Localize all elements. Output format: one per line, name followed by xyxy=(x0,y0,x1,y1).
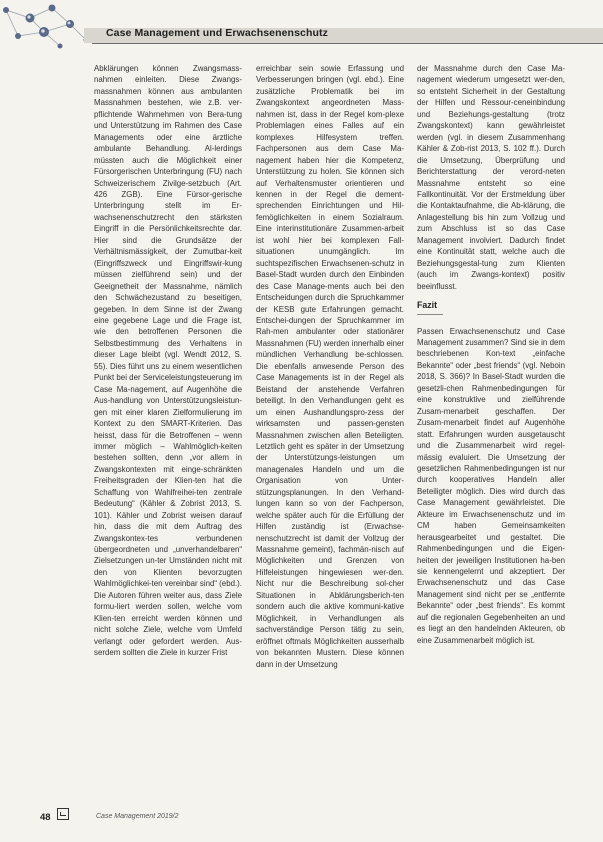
text-column-3 xyxy=(417,63,565,646)
journal-logo-icon xyxy=(57,808,69,820)
text-column-2 xyxy=(256,63,404,670)
body-paragraph: Abklärungen können Zwangsmass-nahmen einleiten. Diese Zwangs-massnahmen können aus ambulanten Massnahmen bestehen, wie z.B. ver-pflichtende Wahrnehmen von Bera-tung und Unterstützung im Rahmen des Case Managements oder eine ärztliche ambulante Behandlung. Al-lerdings müssten auch die Möglichkeit einer Fürsorgerischen Unterbringung (FU) nach Schweizerischem Zivilge-setzbuch (Art. 426 ZGB). Eine Fürsor-gerische Unterbringung stellt im Er-wachsenenschutzrecht den stärksten Eingriff in die Persönlichkeitsrechte dar. Hier sind die Grundsätze der Verhältnismässigkeit, der Zumutbar-keit (Eingriffszweck und Eingriffswir-kung müssen zielführend sein) und der Geeignetheit der Massnahme, nämlich den Schwächezustand zu beseitigen, gegeben. In dem Sinne ist der Zwang eine gegebene Lage und die Frage ist, wie den betroffenen Personen die Selbstbestimmung des Verhaltens in dieser Lage bleibt (vgl. Wendt 2012, S. 55). Dies führt uns zu einem wesentlichen Punkt bei der Serviceleistungsteuerung im Case Ma-nagement, auf Augenhöhe die Aus-handlung von Unterstützungsleistun-gen mit einer klaren Zielformulierung im Kontext zu den SMART-Kriterien. Das heisst, dass für die Betroffenen – wenn immer möglich – Wahlmöglich-keiten bestehen sollten, denn „vor allem in Zwangskontexten mit einge-schränkten Freiheitsgraden der Klien-ten hat die Schaffung von Wahlfreihei-ten zentrale Bedeutung“ (Kähler & Zobrist 2013, S. 101). Kähler und Zobrist weisen darauf hin, dass die mit dem Auftrag des Zwangskontex-tes verbundenen übergeordneten und „unverhandelbaren“ Zielsetzungen un-ter Umständen nicht mit den von Klienten bevorzugten Wahlmöglichkei-ten vereinbar sind“ (ebd.). Die Autoren führen weiter aus, dass Ziele formu-liert werden sollen, welche vom Klien-ten erreicht werden können und nicht solche Ziele, welche vom Umfeld verlangt oder gefordert werden. Aus-serdem sollten die Ziele in kurzer Frist xyxy=(94,64,242,658)
body-paragraph: der Massnahme durch den Case Ma-nagement wiederum umgesetzt wer-den, so entsteht Sicherheit in der Gestaltung der Hilfen und Ressour-ceneinbindung und Beziehungs-gestaltung (trotz Zwangskontext) kann gewährleistet werden (vgl. in diesem Zusammenhang Kähler & Zob-rist 2013, S. 102 ff.). Durch die Umsetzung, Überprüfung und Berichterstattung der verord-neten Massnahme entsteht so eine Fallkontinuität. Vor der Erstmeldung über die Kontaktaufnahme, die Ab-klärung, die Anlagestellung bis hin zum Vollzug und zum Abschluss ist so das Case Management involviert. Dadurch findet eine Kontinuität statt, welche auch die Beziehungsgestal-tung zum Klienten (auch im Zwangs-kontext) positiv beeinflusst. xyxy=(417,64,565,291)
text-column-1 xyxy=(94,63,242,659)
network-logo-graphic xyxy=(0,0,92,52)
header-divider xyxy=(92,43,603,44)
page-number: 48 xyxy=(40,812,51,823)
running-header-title: Case Management und Erwachsenenschutz xyxy=(106,27,328,39)
body-paragraph: Passen Erwachsenenschutz und Case Management zusammen? Sind sie in dem beschriebenen Kon-text „einfache Bekannte“ oder „best friends“ (vgl. Neboin 2018, S. 366)? In Basel-Stadt wurden die gesetzli-chen Rahmenbedingungen für eine konstruktive und zielführende Zusam-menarbeit geschaffen. Der Zusam-menarbeit findet auf Augenhöhe statt. Erfahrungen wurden ausgetauscht und die Zusammenarbeit wird regel-mässig evaluiert. Die Umsetzung der gesetzlichen Rahmenbedingungen ist nur durch kooperatives Handeln aller Beteiligter möglich. Dies wird durch das Case Management gewährleistet. Die Akteure im Erwachsenenschutz und im CM haben Gemeinsamkeiten herausgearbeitet und gestaltet. Die Rahmenbedingungen und die Eigen-heiten der jeweiligen Institutionen ha-ben sie kennengelernt und akzeptiert. Der Erwachsenenschutz und das Case Management sind nicht per se „entfernte Bekannte“ oder „best friends“. Es kommt auf die regionalen Gegebenheiten an und es liegt an den handelnden Akteuren, ob eine Zusammenarbeit möglich ist. xyxy=(417,326,565,645)
journal-name: Case Management 2019/2 xyxy=(96,813,179,820)
body-paragraph: erreichbar sein sowie Erfassung und Verbesserungen bringen (vgl. ebd.). Eine zusätzliche Problematik bei im Zwangskontext angeordneten Mass-nahmen ist, dass in der Regel kom-plexe Problemlagen eines Falles auf ein komplexes Hilfesystem treffen. Fachpersonen aus dem Case Ma-nagement haben hier die Kompetenz, Unterstützung zu holen. Sie können sich auf Verhaltensmuster orientieren und kennen in der Regel die dement-sprechenden Einrichtungen und Hil-femöglichkeiten in einem Sozialraum. Eine interinstitutionäre Zusammen-arbeit ist wohl hier bei komplexen Fall-situationen unumgänglich. Im suchtspezifischen Erwachsenen-schutz in Basel-Stadt wurden durch den Einbinden des Case Manage-ments auch bei den Entscheidungen durch die Spruchkammer der KESB gute Erfahrungen gemacht. Entschei-dungen der Spruchkammer im Rah-men ambulanter oder stationärer Massnahmen (FU) werden innerhalb einer mündlichen Verhandlung be-schlossen. Die ebenfalls anwesende Person des Case Managements ist in der Regel als Beistand der anstehende Verfahren beteiligt. In den Verhandlungen geht es um einen Aushandlungspro-zess der wirksamsten und passen-gensten Massnahmen zwischen allen Beteiligten. Letztlich geht es später in der Umsetzung der Unterstützungs-leistungen um managenales Handeln und um die Organisation von Unter-stützungsplanungen. In den Verhand-lungen kann so von der Fachperson, welche später auch für die Erfüllung der Hilfen zuständig ist (Erwachse-nenschutzrecht ist damit der Vollzug der Massnahme gemeint), fachmän-nisch auf Möglichkeiten und Grenzen von Hilfeleistungen hingewiesen wer-den. Nicht nur die Beschreibung sol-cher Situationen in Abklärungsberich-ten sondern auch die aktive kommuni-kative Möglichkeit, in Verhandlungen als sachverständige Person tätig zu sein, eröffnet oftmals Möglichkeiten ausserhalb von bekannten Mustern. Diese können dann in der Umsetzung xyxy=(256,64,404,669)
section-heading-fazit: Fazit xyxy=(417,300,443,314)
